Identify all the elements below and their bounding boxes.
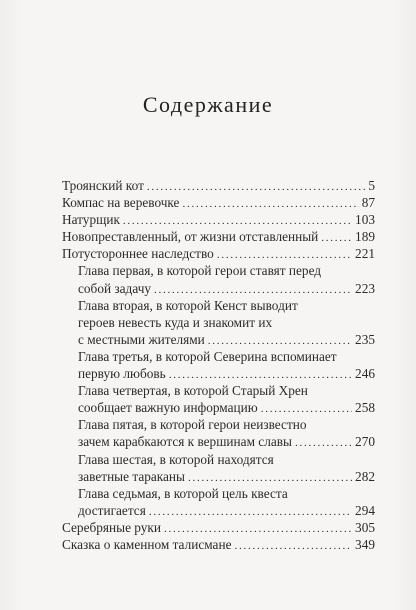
toc-entry-title: Троянский кот — [62, 178, 144, 193]
leader-dots — [188, 468, 352, 487]
chapter-title-line: Глава шестая, в которой находятся — [78, 451, 274, 467]
chapter-title-line: собой задачу — [78, 280, 152, 296]
chapter-title-line: героев невесть куда и знакомит их — [78, 314, 273, 330]
toc-entry-title: Натурщик — [62, 212, 120, 228]
toc-entry — [78, 280, 375, 297]
toc-entry — [78, 331, 375, 348]
chapter-title-line: сообщает важную информацию — [78, 400, 258, 416]
toc-entry — [62, 194, 375, 211]
chapter-title-line: Глава пятая, в которой герои неизвестно — [78, 417, 307, 433]
toc-entry-page: 5 — [368, 178, 375, 193]
table-of-contents — [62, 177, 375, 553]
toc-entry-page: 349 — [355, 536, 375, 552]
toc-entry-page: 258 — [355, 400, 375, 416]
toc-entry — [62, 519, 375, 536]
chapter-title-line: достигается — [78, 502, 146, 518]
toc-entry-title: Серебряные руки — [62, 519, 161, 535]
toc-entry-page: 305 — [355, 519, 375, 535]
toc-entry-page: 189 — [355, 229, 375, 245]
toc-entry-page: 282 — [355, 468, 375, 484]
toc-entry-page: 103 — [355, 212, 375, 228]
toc-entry-title: Сказка о каменном талисмане — [62, 536, 232, 552]
toc-entry — [62, 245, 375, 262]
toc-entry-page: 294 — [355, 502, 375, 518]
chapter-title-line: Глава третья, в которой Северина вспоминает — [78, 348, 337, 364]
chapter-title-line: первую любовь — [78, 366, 166, 382]
toc-entry — [78, 399, 375, 416]
toc-entry — [78, 502, 375, 519]
leader-dots — [154, 280, 352, 299]
toc-entry — [78, 468, 375, 485]
toc-entry-page: 223 — [355, 280, 375, 296]
toc-entry — [62, 177, 375, 194]
toc-entry — [62, 228, 375, 245]
chapter-title-line: Глава седьмая, в которой цель квеста — [78, 485, 288, 501]
chapter-title-line: заветные тараканы — [78, 468, 185, 484]
toc-entry — [78, 365, 375, 382]
leader-dots — [234, 536, 352, 555]
chapter-title-line: зачем карабкаются к вершинам славы — [78, 434, 292, 450]
chapter-title-line: Глава первая, в которой герои ставят перед — [78, 263, 322, 279]
toc-entry-title: Новопреставленный, от жизни отставленный — [62, 229, 319, 245]
chapter-list — [62, 262, 375, 518]
page-title: Содержание — [142, 92, 274, 117]
toc-entry-page: 246 — [355, 366, 375, 382]
toc-entry-title: Потустороннее наследство — [62, 246, 214, 262]
toc-entry — [62, 536, 375, 553]
toc-entry-page: 221 — [355, 246, 375, 262]
chapter-title-line: с местными жителями — [78, 331, 205, 347]
chapter-title-line: Глава вторая, в которой Кенст выводит — [78, 297, 298, 313]
toc-entry-title: Компас на веревочке — [62, 195, 180, 211]
leader-dots — [295, 433, 352, 452]
chapter-title-line: Глава четвертая, в которой Старый Хрен — [78, 383, 308, 399]
toc-entry-page: 235 — [355, 331, 375, 347]
toc-entry-page: 87 — [361, 195, 375, 211]
toc-entry — [78, 433, 375, 450]
toc-entry — [62, 211, 375, 228]
toc-entry-page: 270 — [355, 434, 375, 450]
